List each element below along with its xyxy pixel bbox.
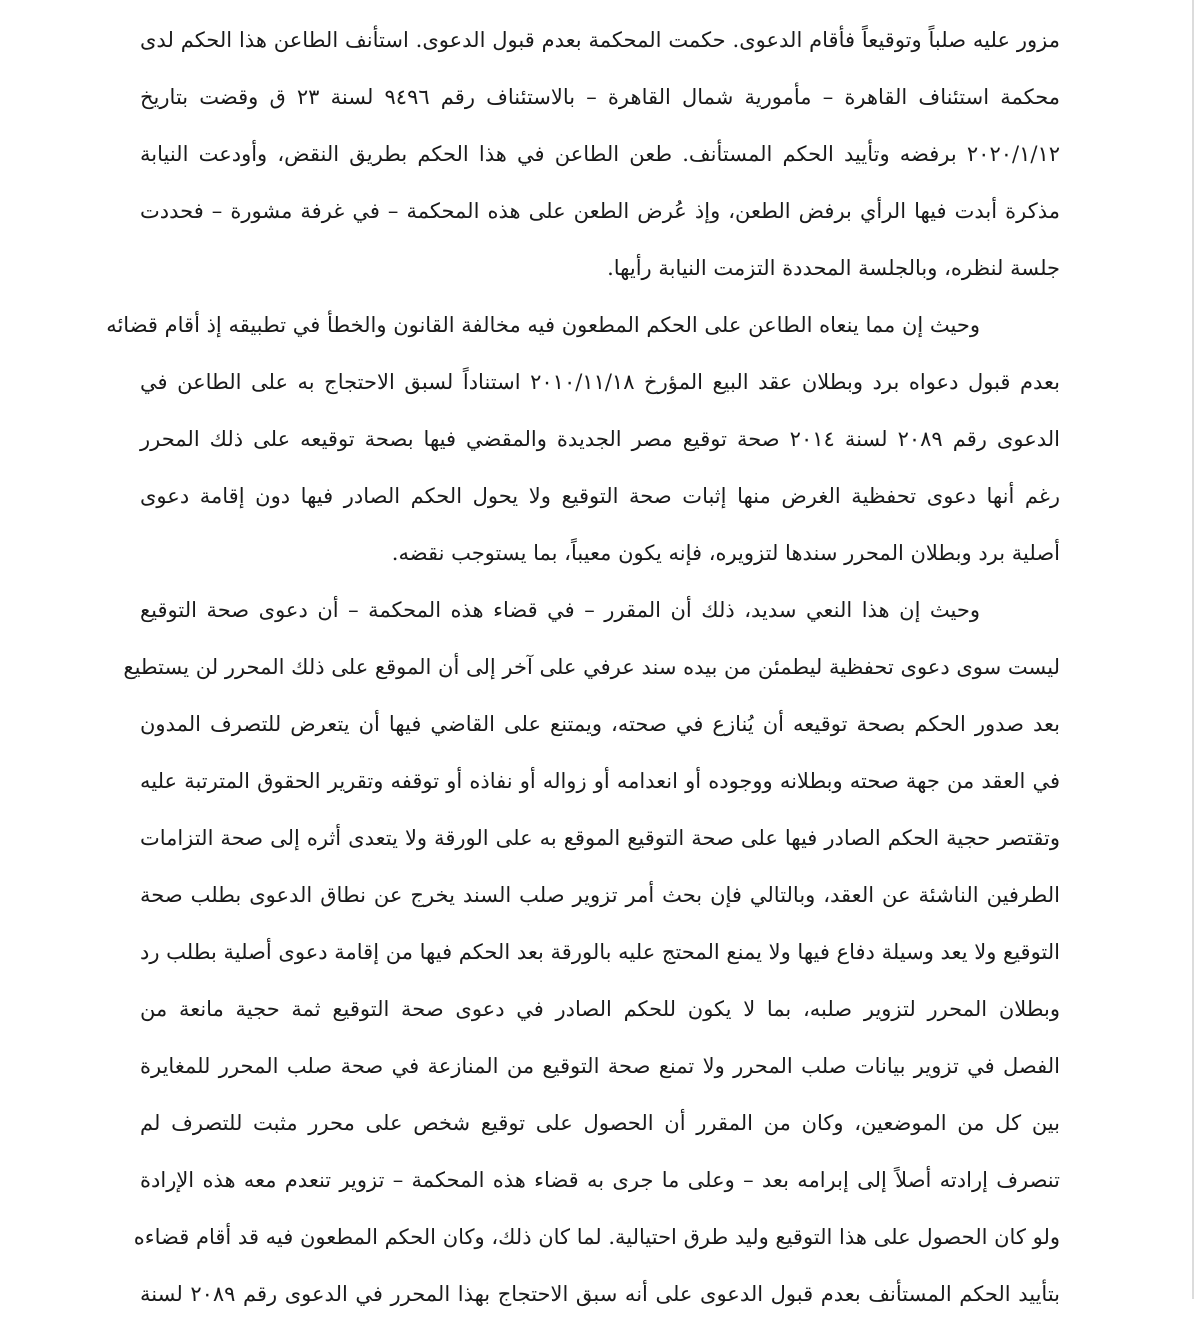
text-line: التوقيع ولا يعد وسيلة دفاع فيها ولا يمنع المحتج عليه بالورقة بعد الحكم فيها من إقامة دعوى أصلية بطلب رد: [140, 940, 1060, 964]
page-edge-divider: [1192, 0, 1194, 1299]
text-line: ليست سوى دعوى تحفظية ليطمئن من بيده سند عرفي على آخر إلى أن الموقع على ذلك المحرر لن يستطيع: [123, 655, 1060, 679]
text-line: بين كل من الموضعين، وكان من المقرر أن الحصول على توقيع شخص على محرر مثبت للتصرف لم: [140, 1111, 1060, 1135]
text-line: ٢٠٢٠/١/١٢ برفضه وتأييد الحكم المستأنف. طعن الطاعن في هذا الحكم بطريق النقض، وأودعت النيابة: [140, 142, 1060, 166]
text-line: الفصل في تزوير بيانات صلب المحرر ولا تمنع صحة التوقيع من المنازعة في صحة صلب المحرر للمغايرة: [140, 1054, 1060, 1078]
text-line: وبطلان المحرر لتزوير صلبه، بما لا يكون للحكم الصادر في دعوى صحة التوقيع ثمة حجية مانعة من: [140, 997, 1060, 1021]
document-body: [106, 12, 1061, 1323]
text-line: ولو كان الحصول على هذا التوقيع وليد طرق احتيالية. لما كان ذلك، وكان الحكم المطعون فيه قد أقام قضاءه: [133, 1225, 1060, 1249]
text-line: وتقتصر حجية الحكم الصادر فيها على صحة التوقيع الموقع به على الورقة ولا يتعدى أثره إلى صحة التزامات: [140, 826, 1060, 850]
text-line: في العقد من جهة صحته وبطلانه ووجوده أو انعدامه أو زواله أو نفاذه أو توقفه وتقرير الحقوق المترتبة عليه: [140, 769, 1060, 793]
text-line: مزور عليه صلباً وتوقيعاً فأقام الدعوى. حكمت المحكمة بعدم قبول الدعوى. استأنف الطاعن هذا الحكم لدى: [140, 28, 1060, 52]
paragraph-procedural-history: [140, 12, 1060, 297]
text-line: بعد صدور الحكم بصحة توقيعه أن يُنازع في صحته، ويمتنع على القاضي فيها أن يتعرض للتصرف المدون: [140, 712, 1060, 736]
text-line: الطرفين الناشئة عن العقد، وبالتالي فإن بحث أمر تزوير صلب السند يخرج عن نطاق الدعوى بطلب صحة: [140, 883, 1060, 907]
text-line: وحيث إن هذا النعي سديد، ذلك أن المقرر – في قضاء هذه المحكمة – أن دعوى صحة التوقيع: [140, 598, 980, 622]
text-line: جلسة لنظره، وبالجلسة المحددة التزمت النيابة رأيها.: [607, 256, 1060, 280]
text-line: رغم أنها دعوى تحفظية الغرض منها إثبات صحة التوقيع ولا يحول الحكم الصادر فيها دون إقامة دعوى: [140, 484, 1060, 508]
paragraph-court-reasoning: [123, 582, 1061, 1323]
text-line: الدعوى رقم ٢٠٨٩ لسنة ٢٠١٤ صحة توقيع مصر الجديدة والمقضي فيها بصحة توقيعه على ذلك المحرر: [140, 427, 1061, 451]
text-line: بتأييد الحكم المستأنف بعدم قبول الدعوى على أنه سبق الاحتجاج بهذا المحرر في الدعوى رقم ٢٠٨٩ لسنة: [140, 1282, 1061, 1306]
text-line: وحيث إن مما ينعاه الطاعن على الحكم المطعون فيه مخالفة القانون والخطأ في تطبيقه إذ أقام قضائه: [106, 313, 980, 337]
paragraph-appeal-grounds: [106, 297, 1061, 582]
text-line: مذكرة أبدت فيها الرأي برفض الطعن، وإذ عُرض الطعن على هذه المحكمة – في غرفة مشورة – فحددت: [140, 199, 1060, 223]
text-line: محكمة استئناف القاهرة – مأمورية شمال القاهرة – بالاستئناف رقم ٩٤٩٦ لسنة ٢٣ ق وقضت بتاريخ: [140, 85, 1060, 109]
text-line: تنصرف إرادته أصلاً إلى إبرامه بعد – وعلى ما جرى به قضاء هذه المحكمة – تزوير تنعدم معه هذه الإرادة: [140, 1168, 1060, 1192]
text-line: بعدم قبول دعواه برد وبطلان عقد البيع المؤرخ ٢٠١٠/١١/١٨ استناداً لسبق الاحتجاج به على الطاعن في: [140, 370, 1060, 394]
text-line: أصلية برد وبطلان المحرر سندها لتزويره، فإنه يكون معيباً، بما يستوجب نقضه.: [391, 541, 1060, 565]
